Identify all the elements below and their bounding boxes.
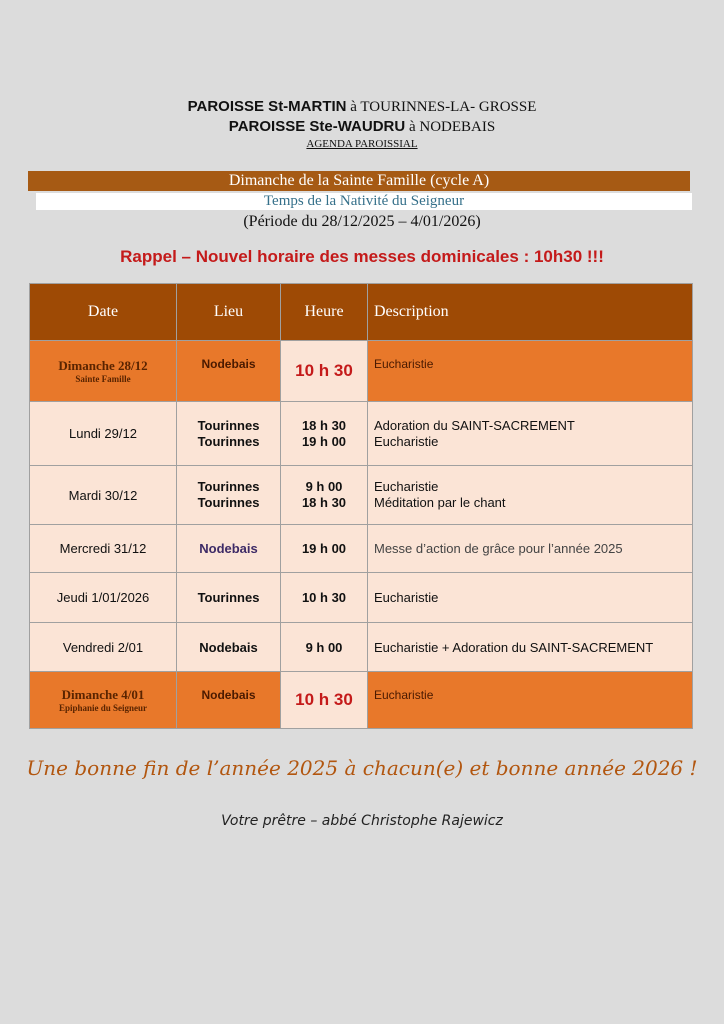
lieu-line: Tourinnes bbox=[197, 433, 260, 449]
row-heure: 9 h 00 bbox=[281, 623, 368, 672]
header-description: Description bbox=[368, 284, 693, 341]
row-description: Eucharistie bbox=[368, 341, 693, 402]
period: (Période du 28/12/2025 – 4/01/2026) bbox=[243, 213, 481, 230]
schedule-table bbox=[29, 283, 693, 729]
row-date bbox=[30, 672, 177, 729]
desc-line: Eucharistie bbox=[374, 479, 439, 494]
heure-line: 19 h 00 bbox=[301, 433, 347, 449]
parish-1-name: PAROISSE St-MARTIN bbox=[187, 98, 347, 115]
table-row bbox=[30, 573, 693, 623]
row-date: Mercredi 31/12 bbox=[30, 525, 177, 573]
agenda-title: AGENDA PAROISSIAL bbox=[306, 138, 418, 150]
table-row bbox=[30, 466, 693, 525]
row-heure bbox=[281, 466, 368, 525]
row-description: Eucharistie bbox=[368, 573, 693, 623]
date-text: Dimanche 28/12 bbox=[58, 358, 148, 373]
table-row bbox=[30, 623, 693, 672]
lieu-line: Tourinnes bbox=[197, 495, 260, 510]
sunday-title-banner: Dimanche de la Sainte Famille (cycle A) bbox=[28, 171, 690, 191]
parish-line-1 bbox=[0, 98, 724, 116]
row-date bbox=[30, 341, 177, 402]
header-heure: Heure bbox=[281, 284, 368, 341]
row-date: Lundi 29/12 bbox=[30, 402, 177, 466]
row-date: Jeudi 1/01/2026 bbox=[30, 573, 177, 623]
date-text: Dimanche 4/01 bbox=[61, 687, 145, 702]
lieu-line: Tourinnes bbox=[197, 479, 260, 494]
reminder-notice: Rappel – Nouvel horaire des messes dominicales : 10h30 !!! bbox=[120, 247, 604, 266]
row-description: Eucharistie bbox=[368, 672, 693, 729]
parish-2-place: à NODEBAIS bbox=[405, 119, 496, 135]
table-row bbox=[30, 525, 693, 573]
feast-name: Sainte Famille bbox=[75, 374, 131, 384]
row-description: Messe d’action de grâce pour l’année 2025 bbox=[368, 525, 693, 573]
table-row bbox=[30, 341, 693, 402]
parish-2-name: PAROISSE Ste-WAUDRU bbox=[228, 118, 406, 135]
row-lieu: Nodebais bbox=[177, 525, 281, 573]
header-lieu: Lieu bbox=[177, 284, 281, 341]
row-description bbox=[368, 402, 693, 466]
desc-line: Méditation par le chant bbox=[374, 495, 506, 510]
header-date: Date bbox=[30, 284, 177, 341]
row-heure bbox=[281, 402, 368, 466]
new-year-wish: Une bonne fin de l’année 2025 à chacun(e) et bonne année 2026 ! bbox=[26, 756, 698, 780]
row-heure: 10 h 30 bbox=[281, 341, 368, 402]
table-row bbox=[30, 672, 693, 729]
desc-line: Eucharistie bbox=[374, 433, 439, 449]
desc-line: Adoration du SAINT-SACREMENT bbox=[374, 417, 575, 433]
row-lieu: Nodebais bbox=[177, 623, 281, 672]
heure-line: 9 h 00 bbox=[305, 479, 343, 494]
table-row bbox=[30, 402, 693, 466]
row-date: Vendredi 2/01 bbox=[30, 623, 177, 672]
lieu-line: Tourinnes bbox=[197, 417, 260, 433]
liturgical-season: Temps de la Nativité du Seigneur bbox=[36, 193, 692, 210]
heure-line: 18 h 30 bbox=[301, 495, 347, 510]
table-header-row bbox=[30, 284, 693, 341]
row-lieu bbox=[177, 402, 281, 466]
row-lieu: Nodebais bbox=[177, 341, 281, 402]
parish-line-2 bbox=[0, 118, 724, 136]
row-lieu bbox=[177, 466, 281, 525]
parish-1-place: à TOURINNES-LA- GROSSE bbox=[346, 99, 537, 115]
row-description: Eucharistie + Adoration du SAINT-SACREMENT bbox=[368, 623, 693, 672]
feast-name: Epiphanie du Seigneur bbox=[58, 703, 148, 713]
heure-line: 18 h 30 bbox=[301, 417, 347, 433]
row-date: Mardi 30/12 bbox=[30, 466, 177, 525]
row-lieu: Tourinnes bbox=[177, 573, 281, 623]
row-heure: 10 h 30 bbox=[281, 672, 368, 729]
priest-signature: Votre prêtre – abbé Christophe Rajewicz bbox=[221, 813, 503, 829]
row-description bbox=[368, 466, 693, 525]
row-lieu: Nodebais bbox=[177, 672, 281, 729]
row-heure: 10 h 30 bbox=[281, 573, 368, 623]
row-heure: 19 h 00 bbox=[281, 525, 368, 573]
